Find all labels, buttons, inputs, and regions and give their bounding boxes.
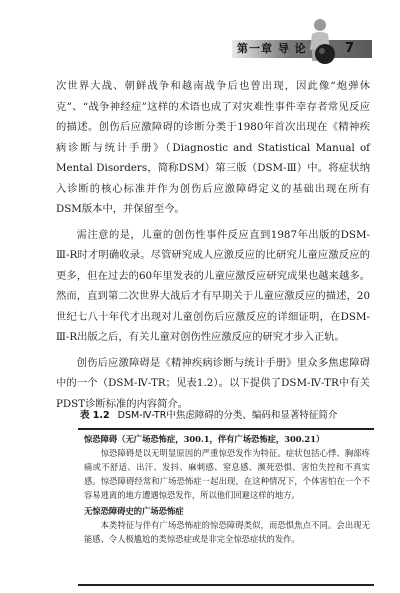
paragraph-1: 次世界大战、朝鲜战争和越南战争后也曾出现，因此像“炮弹休克”、“战争神经症”这样的术语也成了对灾难性事件幸存者常见反应的描述。创伤后应激障碍的诊断分类于1980年首次出现在《精神疾病诊断与统计手册》（Diagnostic and Statistical Manual of Mental Disorders，简称DSM）第三版（DSM-Ⅲ）中。将症状纳入诊断的核心标准并作为创伤后应激障碍定义的基础出现在所有DSM版本中，并保留至今。 — [56, 80, 370, 215]
table-entry-description: 本类特征与伴有广场恐怖症的惊恐障碍类似，而恐惧焦点不同。会出现无能感、令人极尴尬的类惊恐症或是非完全惊恐症状的发作。 — [84, 520, 370, 544]
table-title: DSM-Ⅳ-TR中焦虑障碍的分类、编码和显著特征简介 — [117, 410, 338, 421]
table-body — [84, 432, 370, 546]
paragraph-3: 创伤后应激障碍是《精神疾病诊断与统计手册》里众多焦虑障碍中的一个（DSM-Ⅳ-TR；见表1.2）。以下提供了DSM-Ⅳ-TR中有关PDST诊断标准的内容简介。 — [56, 356, 370, 410]
table-entry-heading: 惊恐障碍（无广场恐怖症，300.1，伴有广场恐怖症，300.21） — [84, 434, 325, 444]
figure-with-ball-icon — [300, 16, 340, 68]
table-bottom-rule — [78, 584, 374, 586]
table-caption — [80, 407, 380, 425]
table-entry-heading: 无惊恐障碍史的广场恐怖症 — [84, 506, 184, 516]
body-text — [56, 76, 370, 414]
table-top-rule — [78, 428, 374, 430]
table-number: 表 1.2 — [80, 410, 110, 421]
table-entry-description: 惊恐障碍是以无明显原因的严重惊恐发作为特征。症状包括心悸、胸部疼痛或不舒适、出汗、发抖、麻刺感、窒息感、濒死恐惧、害怕失控和不真实感。惊恐障碍经常和广场恐怖症一起出现，在这种情况下，个体害怕在一个不容易逃离的地方遭遇惊恐发作，所以他们回避这样的地方。 — [84, 448, 370, 500]
page-number: 7 — [345, 41, 355, 56]
chapter-label: 第一章 导 论 — [237, 42, 307, 55]
page-header — [0, 0, 400, 72]
paragraph-2: 需注意的是，儿童的创伤性事件反应直到1987年出版的DSM-Ⅲ-R时才明确收录。尽管研究成人应激反应的比研究儿童应激反应的更多，但在过去的60年里发表的儿童应激反应研究成果也越来越多。然而，直到第二次世界大战后才有早期关于儿童应激反应的描述，20世纪七八十年代才出现对儿童创伤后应激反应的详细证明，在DSM-Ⅲ-R出版之后，有关儿童对创伤性应激反应的研究才步入正轨。 — [56, 228, 370, 343]
